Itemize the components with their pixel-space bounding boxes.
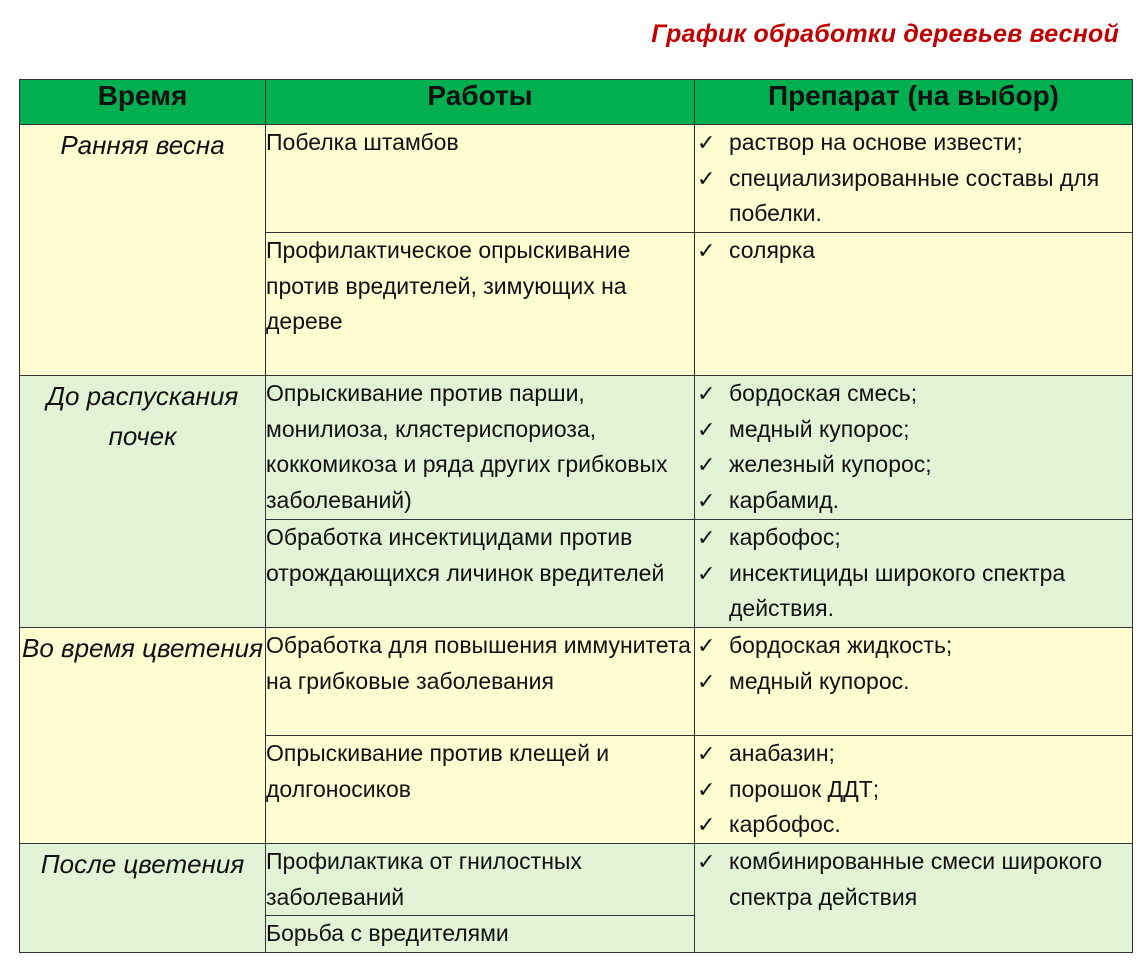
table-row — [20, 844, 1133, 916]
table-row — [20, 376, 1133, 520]
preparation-cell — [695, 628, 1133, 736]
work-cell: Борьба с вредителями — [266, 916, 695, 953]
checkmark-icon: ✓ — [697, 560, 716, 586]
checkmark-icon: ✓ — [697, 130, 716, 155]
header-works: Работы — [266, 80, 695, 125]
period-early-spring: Ранняя весна — [20, 125, 266, 376]
checkmark-icon: ✓ — [697, 165, 716, 191]
preparation-cell — [695, 520, 1133, 628]
work-cell: Профилактика от гнилостных заболеваний — [266, 844, 695, 916]
list-item: ✓ бордоская жидкость; — [695, 628, 1132, 664]
list-item: ✓ анабазин; — [695, 736, 1132, 772]
list-item: ✓ инсектициды широкого спектра действия. — [695, 556, 1132, 627]
preparation-cell — [695, 736, 1133, 844]
list-item: ✓ солярка — [695, 233, 1132, 269]
work-cell: Обработка инсектицидами против отрождающихся личинок вредителей — [266, 520, 695, 628]
checkmark-icon: ✓ — [697, 812, 716, 837]
checkmark-icon: ✓ — [697, 668, 716, 694]
list-item: ✓ раствор на основе извести; — [695, 125, 1132, 161]
list-item: ✓ железный купорос; — [695, 447, 1132, 483]
checkmark-icon: ✓ — [697, 633, 716, 658]
checkmark-icon: ✓ — [697, 776, 716, 802]
preparation-cell — [695, 376, 1133, 520]
list-item: ✓ комбинированные смеси широкого спектра действия — [695, 844, 1132, 915]
header-preparation: Препарат (на выбор) — [695, 80, 1133, 125]
page-title: График обработки деревьев весной — [651, 20, 1119, 48]
list-item: ✓ карбамид. — [695, 483, 1132, 519]
period-during-bloom: Во время цветения — [20, 628, 266, 844]
checkmark-icon: ✓ — [697, 741, 716, 766]
work-cell: Профилактическое опрыскивание против вредителей, зимующих на дереве — [266, 233, 695, 376]
preparation-cell — [695, 844, 1133, 953]
work-cell: Опрыскивание против парши, монилиоза, клястериспориоза, коккомикоза и ряда других грибковых заболеваний) — [266, 376, 695, 520]
table-row — [20, 628, 1133, 736]
list-item: ✓ медный купорос; — [695, 412, 1132, 448]
list-item: ✓ карбофос. — [695, 807, 1132, 843]
checkmark-icon: ✓ — [697, 416, 716, 442]
work-cell: Побелка штамбов — [266, 125, 695, 233]
preparation-cell — [695, 125, 1133, 233]
checkmark-icon: ✓ — [697, 381, 716, 406]
checkmark-icon: ✓ — [697, 452, 716, 477]
period-before-bud-break: До распускания почек — [20, 376, 266, 628]
list-item: ✓ карбофос; — [695, 520, 1132, 556]
checkmark-icon: ✓ — [697, 487, 716, 513]
table-row — [20, 125, 1133, 233]
work-cell: Обработка для повышения иммунитета на грибковые заболевания — [266, 628, 695, 736]
period-after-bloom: После цветения — [20, 844, 266, 953]
header-time: Время — [20, 80, 266, 125]
list-item: ✓ порошок ДДТ; — [695, 772, 1132, 808]
checkmark-icon: ✓ — [697, 238, 716, 263]
list-item: ✓ специализированные составы для побелки. — [695, 161, 1132, 232]
header-row — [20, 80, 1133, 125]
checkmark-icon: ✓ — [697, 849, 716, 874]
list-item: ✓ бордоская смесь; — [695, 376, 1132, 412]
treatment-schedule-table — [19, 79, 1133, 953]
list-item: ✓ медный купорос. — [695, 664, 1132, 700]
checkmark-icon: ✓ — [697, 525, 716, 550]
work-cell: Опрыскивание против клещей и долгоносиков — [266, 736, 695, 844]
preparation-cell — [695, 233, 1133, 376]
